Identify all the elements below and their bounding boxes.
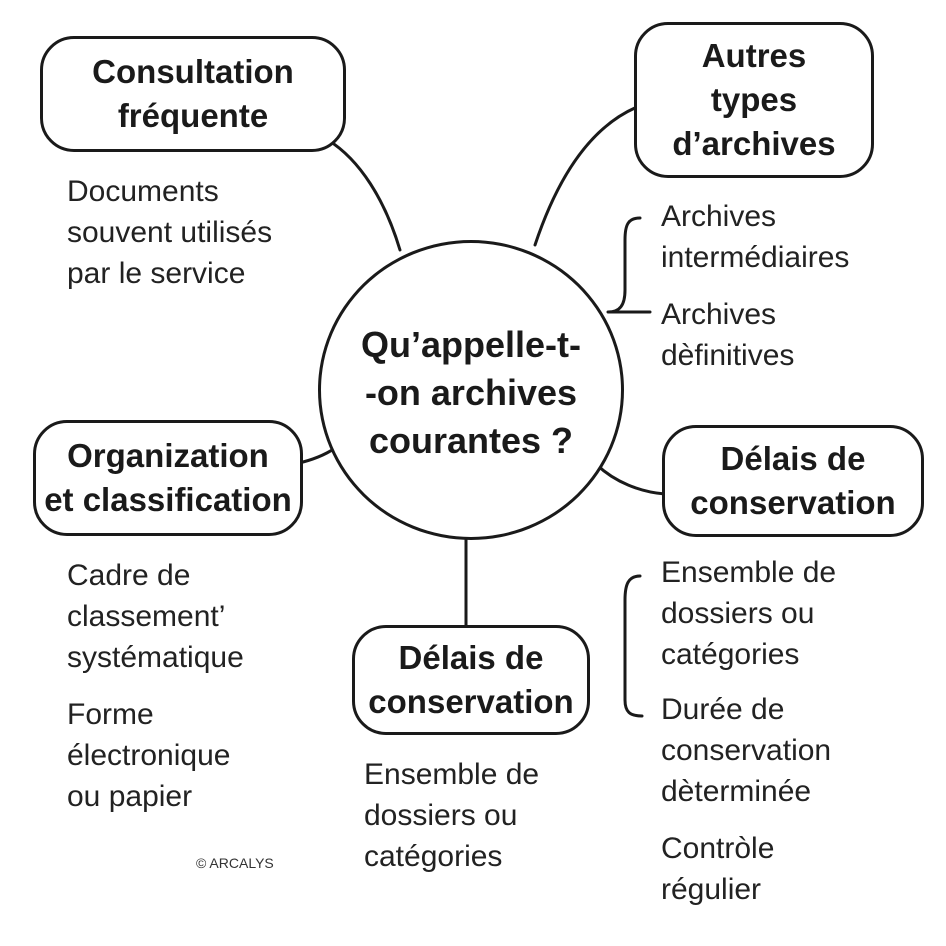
node-autres-types bbox=[634, 22, 874, 178]
detail-delais-right-1: Ensemble de dossiers ou catégories bbox=[661, 556, 837, 671]
detail-delais-right-3: Contròle régulier bbox=[661, 832, 775, 906]
credit-text: © ARCALYS bbox=[196, 855, 274, 871]
node-delais-bottom bbox=[352, 625, 590, 735]
connector-autres-types bbox=[535, 107, 637, 245]
node-delais-right-title: Délais de conservation bbox=[690, 440, 896, 521]
node-consultation-title: Consultation fréquente bbox=[92, 53, 294, 134]
central-question bbox=[318, 240, 624, 540]
detail-organization-2: Forme électronique ou papier bbox=[67, 698, 231, 813]
detail-autres-types-1: Archives intermédiaires bbox=[661, 200, 850, 274]
detail-organization-1: Cadre de classement’ systématique bbox=[67, 559, 244, 674]
detail-autres-types-2: Archives dèfinitives bbox=[661, 298, 795, 372]
bracket-autres-types bbox=[608, 218, 650, 312]
connector-consultation bbox=[328, 140, 400, 250]
node-consultation bbox=[40, 36, 346, 152]
node-delais-bottom-title: Délais de conservation bbox=[368, 639, 574, 720]
node-autres-types-title: Autres types d’archives bbox=[672, 37, 836, 162]
connector-delais-right bbox=[597, 465, 665, 494]
detail-delais-right-2: Durée de conservation dèterminée bbox=[661, 693, 832, 808]
node-delais-right bbox=[662, 425, 924, 537]
detail-consultation-1: Documents souvent utilisés par le service bbox=[67, 175, 273, 290]
node-organization-title: Organization et classification bbox=[44, 437, 292, 518]
detail-delais-bottom-1: Ensemble de dossiers ou catégories bbox=[364, 758, 540, 873]
bracket-delais-right bbox=[625, 576, 642, 716]
node-organization bbox=[33, 420, 303, 536]
central-question-title: Qu’appelle-t- -on archives courantes ? bbox=[360, 324, 581, 461]
